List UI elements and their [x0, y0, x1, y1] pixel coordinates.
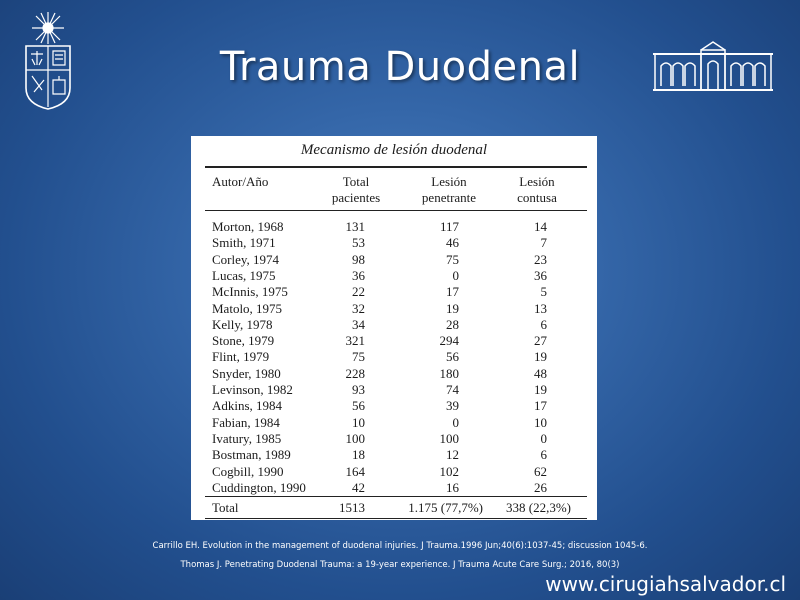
cell-total: 36	[352, 267, 365, 283]
table-row	[191, 252, 597, 268]
cell-penetrating: 294	[439, 333, 459, 349]
table-row	[191, 219, 597, 235]
table-row	[191, 366, 597, 382]
cell-total: 34	[352, 316, 365, 332]
header-total-line1: Total	[342, 174, 370, 189]
table-row	[191, 480, 597, 496]
cell-author: Kelly, 1978	[212, 316, 273, 332]
table-bottom-rule	[205, 518, 587, 519]
table-row	[191, 235, 597, 251]
header-author: Autor/Año	[212, 174, 269, 189]
total-label: Total	[212, 500, 239, 515]
cell-author: Levinson, 1982	[212, 382, 293, 397]
total-penetrating: 1.175 (77,7%)	[408, 500, 483, 515]
cell-penetrating: 0	[452, 267, 459, 283]
table-row	[191, 349, 597, 365]
cell-penetrating: 0	[452, 414, 459, 430]
cell-total: 22	[352, 284, 365, 300]
cell-penetrating: 117	[439, 219, 459, 234]
cell-blunt: 13	[534, 300, 547, 316]
total-blunt: 338 (22,3%)	[506, 500, 571, 515]
table-row	[191, 464, 597, 480]
cell-blunt: 14	[534, 219, 547, 234]
cell-blunt: 7	[540, 235, 547, 251]
cell-author: Corley, 1974	[212, 251, 280, 267]
cell-penetrating: 102	[439, 463, 459, 479]
cell-total: 321	[345, 333, 365, 349]
cell-total: 93	[352, 382, 365, 397]
cell-blunt: 23	[534, 251, 547, 267]
table-row	[191, 447, 597, 463]
header-penetrating-line2: penetrante	[421, 190, 477, 205]
table-row	[191, 382, 597, 398]
cell-penetrating: 56	[446, 349, 459, 365]
cell-total: 10	[352, 414, 365, 430]
total-patients: 1513	[339, 500, 365, 515]
website-footer: www.cirugiahsalvador.cl	[545, 572, 786, 596]
cell-author: Snyder, 1980	[212, 365, 281, 381]
cell-blunt: 5	[540, 284, 547, 300]
table-row	[191, 317, 597, 333]
cell-penetrating: 74	[446, 382, 459, 397]
cell-total: 100	[345, 430, 365, 446]
cell-total: 75	[352, 349, 365, 365]
cell-blunt: 0	[540, 430, 547, 446]
cell-total: 228	[345, 365, 365, 381]
cell-penetrating: 180	[439, 365, 459, 381]
cell-author: McInnis, 1975	[212, 284, 288, 300]
header-penetrating-line1: Lesión	[431, 174, 467, 189]
cell-total: 56	[352, 398, 365, 414]
cell-author: Flint, 1979	[212, 349, 270, 365]
table-row	[191, 398, 597, 414]
cell-author: Ivatury, 1985	[212, 430, 282, 446]
header-blunt-line2: contusa	[517, 190, 557, 205]
cell-author: Fabian, 1984	[212, 414, 280, 430]
cell-penetrating: 19	[446, 300, 459, 316]
header-total-line2: pacientes	[331, 190, 381, 205]
table-row	[191, 301, 597, 317]
header-rule	[205, 210, 587, 211]
total-rule	[205, 496, 587, 497]
table-row	[191, 333, 597, 349]
cell-total: 42	[352, 479, 365, 495]
cell-blunt: 19	[534, 382, 547, 397]
injury-mechanism-table	[191, 136, 597, 520]
table-title: Mecanismo de lesión duodenal	[300, 142, 488, 158]
table-row	[191, 415, 597, 431]
cell-total: 98	[352, 251, 365, 267]
cell-blunt: 17	[534, 398, 547, 414]
cell-blunt: 26	[534, 479, 547, 495]
hospital-building-icon	[653, 40, 773, 92]
cell-total: 18	[352, 447, 365, 463]
cell-author: Cuddington, 1990	[212, 479, 306, 495]
cell-penetrating: 39	[446, 398, 459, 414]
cell-blunt: 62	[534, 463, 547, 479]
cell-blunt: 19	[534, 349, 547, 365]
cell-penetrating: 16	[446, 479, 459, 495]
cell-penetrating: 28	[446, 316, 459, 332]
cell-author: Lucas, 1975	[212, 267, 276, 283]
slide-title: Trauma Duodenal	[219, 44, 581, 90]
cell-total: 131	[345, 219, 365, 234]
reference-2: Thomas J. Penetrating Duodenal Trauma: a 19-year experience. J Trauma Acute Care Surg.; 2016, 80(3)	[180, 560, 620, 570]
header-blunt-line1: Lesión	[519, 174, 555, 189]
cell-blunt: 36	[534, 267, 547, 283]
cell-author: Morton, 1968	[212, 219, 284, 234]
table-top-rule	[205, 166, 587, 168]
cell-blunt: 10	[534, 414, 547, 430]
total-row	[191, 500, 597, 516]
cell-penetrating: 100	[439, 430, 459, 446]
cell-penetrating: 12	[446, 447, 459, 463]
cell-total: 53	[352, 235, 365, 251]
cell-blunt: 27	[534, 333, 547, 349]
table-row	[191, 268, 597, 284]
cell-author: Adkins, 1984	[212, 398, 283, 414]
cell-blunt: 6	[540, 316, 547, 332]
cell-author: Smith, 1971	[212, 235, 276, 251]
cell-penetrating: 17	[446, 284, 459, 300]
reference-1: Carrillo EH. Evolution in the management of duodenal injuries. J Trauma.1996 Jun;40(6):1037-45; discussion 1045-6.	[152, 541, 648, 551]
table-row	[191, 431, 597, 447]
cell-author: Cogbill, 1990	[212, 463, 284, 479]
cell-penetrating: 75	[446, 251, 459, 267]
cell-author: Stone, 1979	[212, 333, 275, 349]
cell-author: Bostman, 1989	[212, 447, 291, 463]
cell-author: Matolo, 1975	[212, 300, 283, 316]
cell-total: 164	[345, 463, 365, 479]
table-row	[191, 284, 597, 300]
cell-total: 32	[352, 300, 365, 316]
cell-blunt: 48	[534, 365, 547, 381]
cell-blunt: 6	[540, 447, 547, 463]
cell-penetrating: 46	[446, 235, 459, 251]
